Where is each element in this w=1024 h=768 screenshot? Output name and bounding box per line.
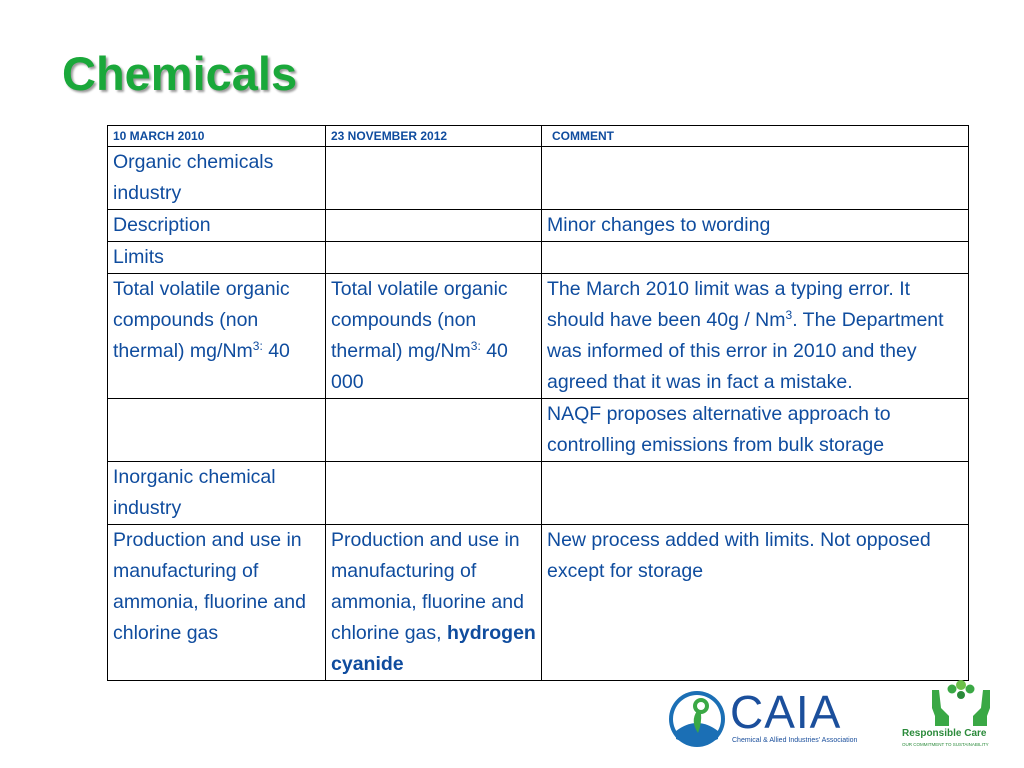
cell-text: Production and use in manufacturing of ammonia, fluorine and chlorine gas, [331, 529, 524, 644]
table-cell [108, 399, 326, 462]
responsible-care-hands-icon [926, 676, 996, 728]
header-comment: COMMENT [542, 126, 969, 147]
table-cell: NAQF proposes alternative approach to controlling emissions from bulk storage [542, 399, 969, 462]
table-cell [326, 147, 542, 210]
table-row [108, 462, 969, 525]
table-cell [542, 147, 969, 210]
cell-text: The March 2010 limit was a typing error. It should have been 40g / Nm [547, 278, 911, 331]
table-cell [326, 210, 542, 242]
cell-text-bold: hydrogen cyanide [331, 622, 536, 675]
table-row [108, 399, 969, 462]
caia-subtitle: Chemical & Allied Industries' Association [732, 737, 858, 744]
table-header-row [108, 126, 969, 147]
table-cell [326, 274, 542, 399]
caia-logo [668, 686, 890, 749]
caia-wordmark: CAIA [730, 686, 842, 738]
table-row [108, 242, 969, 274]
table-cell: Minor changes to wording [542, 210, 969, 242]
table-cell [542, 242, 969, 274]
chemicals-table [107, 125, 969, 681]
cell-text: Total volatile organic compounds (non thermal) mg/Nm [331, 278, 508, 362]
responsible-care-name: Responsible Care [902, 728, 987, 739]
table-cell [326, 462, 542, 525]
responsible-care-logo [902, 676, 1004, 752]
cell-text: Total volatile organic compounds (non thermal) mg/Nm [113, 278, 290, 362]
header-23-november-2012: 23 NOVEMBER 2012 [326, 126, 542, 147]
table-row [108, 147, 969, 210]
section-heading-organic: Organic chemicals industry [108, 147, 326, 210]
header-10-march-2010: 10 MARCH 2010 [108, 126, 326, 147]
table-cell: New process added with limits. Not opposed except for storage [542, 525, 969, 681]
table-cell: Description [108, 210, 326, 242]
table-cell [326, 525, 542, 681]
superscript: 3: [470, 339, 481, 353]
cell-text: . The Department was informed of this error in 2010 and they agreed that it was in fact a mistake. [547, 309, 944, 393]
caia-figure-icon [668, 689, 728, 749]
superscript: 3 [785, 308, 793, 322]
responsible-care-tagline: OUR COMMITMENT TO SUSTAINABILITY [902, 742, 989, 747]
table-cell [542, 274, 969, 399]
table-row [108, 525, 969, 681]
table-cell [326, 242, 542, 274]
table-cell [108, 274, 326, 399]
table-cell: Production and use in manufacturing of ammonia, fluorine and chlorine gas [108, 525, 326, 681]
superscript: 3: [252, 339, 263, 353]
section-heading-inorganic: Inorganic chemical industry [108, 462, 326, 525]
cell-text: 40 000 [331, 340, 508, 393]
table-cell: Limits [108, 242, 326, 274]
table-row [108, 274, 969, 399]
table-cell [542, 462, 969, 525]
slide-title: Chemicals [62, 47, 298, 100]
cell-text: 40 [262, 340, 290, 362]
table-cell [326, 399, 542, 462]
table-row [108, 210, 969, 242]
